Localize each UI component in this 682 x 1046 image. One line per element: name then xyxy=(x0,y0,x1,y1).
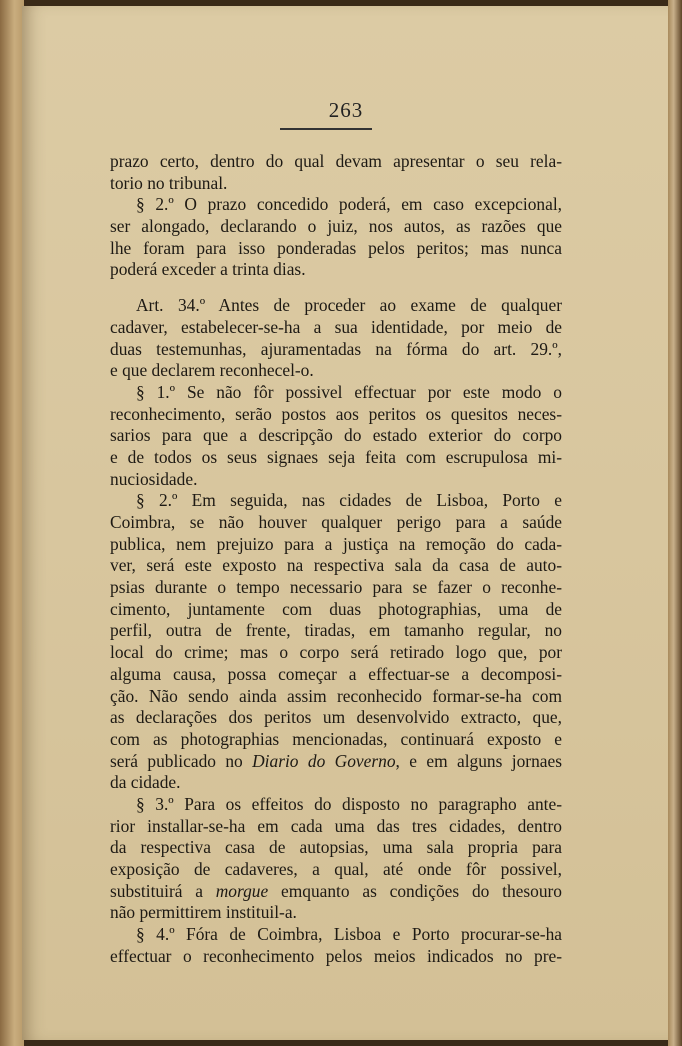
body-text xyxy=(110,151,562,967)
text-line: cimento, juntamente com duas photographias, uma de xyxy=(110,598,562,619)
text-line xyxy=(110,751,562,773)
text-line: cadaver, estabelecer-se-ha a sua identidade, por meio de xyxy=(110,316,562,337)
text-line xyxy=(110,881,562,903)
text-line: e que declarem reconhecel-o. xyxy=(110,360,314,381)
text-line: da respectiva casa de autopsias, uma sala propria para xyxy=(110,837,562,858)
text-line: ção. Não sendo ainda assim reconhecido formar-se-ha com xyxy=(110,685,562,706)
binding-gutter xyxy=(0,0,24,1046)
text-line: § 3.º Para os effeitos do disposto no paragrapho ante- xyxy=(136,793,562,814)
text-line: nuciosidade. xyxy=(110,468,198,489)
paragraph xyxy=(110,151,562,194)
text-line: Coimbra, se não houver qualquer perigo para a saúde xyxy=(110,512,562,532)
text-line: rior installar-se-ha em cada uma das tres cidades, dentro xyxy=(110,815,562,836)
italic-word: morgue xyxy=(215,880,269,901)
text-line: § 4.º Fóra de Coimbra, Lisboa e Porto procurar-se-ha xyxy=(136,924,562,945)
text-line: ver, será este exposto na respectiva sala da casa de auto- xyxy=(110,555,562,576)
page-edge xyxy=(668,0,682,1046)
text-line: psias durante o tempo necessario para se fazer o reconhe- xyxy=(110,577,562,598)
text-fragment: será publicado no xyxy=(110,750,253,771)
text-line: poderá exceder a trinta dias. xyxy=(110,259,306,280)
text-line: local do crime; mas o corpo será retirado logo que, por xyxy=(110,642,562,663)
text-line: § 1.º Se não fôr possivel effectuar por este modo o xyxy=(136,381,562,402)
text-line: Art. 34.º Antes de proceder ao exame de qualquer xyxy=(136,295,562,316)
text-line: prazo certo, dentro do qual devam apresentar o seu rela- xyxy=(110,151,562,171)
text-line: torio no tribunal. xyxy=(110,172,228,193)
paragraph xyxy=(110,382,562,490)
text-fragment: emquanto as condições do thesouro xyxy=(268,880,562,901)
text-line: § 2.º O prazo concedido poderá, em caso excepcional, xyxy=(136,194,562,215)
text-line: alguma causa, possa começar a effectuar-se a decomposi- xyxy=(110,663,562,684)
text-line: § 2.º Em seguida, nas cidades de Lisboa, Porto e xyxy=(136,490,562,511)
text-line: da cidade. xyxy=(110,772,181,793)
text-line: as declarações dos peritos um desenvolvido extracto, que, xyxy=(110,707,562,728)
page-number: 263 xyxy=(328,98,364,122)
paragraph xyxy=(110,924,562,967)
paragraph xyxy=(110,794,562,924)
paragraph xyxy=(110,194,562,281)
article xyxy=(110,295,562,382)
text-line: lhe foram para isso ponderadas pelos peritos; mas nunca xyxy=(110,237,562,258)
text-line: perfil, outra de frente, tiradas, em tamanho regular, no xyxy=(110,620,562,641)
paragraph-gap xyxy=(110,281,562,295)
paragraph xyxy=(110,490,562,794)
text-fragment: substituirá a xyxy=(110,880,216,901)
text-line: não permittirem instituil-a. xyxy=(110,902,297,923)
text-line: e de todos os seus signaes seja feita com escrupulosa mi- xyxy=(110,446,562,467)
text-line: publica, nem prejuizo para a justiça na remoção do cada- xyxy=(110,533,562,554)
text-line: effectuar o reconhecimento pelos meios indicados no pre- xyxy=(110,945,562,966)
text-line: duas testemunhas, ajuramentadas na fórma do art. 29.º, xyxy=(110,338,562,359)
text-line: exposição de cadaveres, a qual, até onde fôr possivel, xyxy=(110,859,562,879)
text-line: ser alongado, declarando o juiz, nos autos, as razões que xyxy=(110,216,562,237)
italic-title: Diario do Governo xyxy=(252,750,396,771)
text-line: sarios para que a descripção do estado exterior do corpo xyxy=(110,425,562,446)
text-line: com as photographias mencionadas, continuará exposto e xyxy=(110,728,562,749)
text-line: reconhecimento, serão postos aos peritos os quesitos neces- xyxy=(110,403,562,424)
book-page xyxy=(22,6,670,1040)
header-rule xyxy=(280,128,372,130)
text-fragment: , e em alguns jornaes xyxy=(395,750,562,771)
